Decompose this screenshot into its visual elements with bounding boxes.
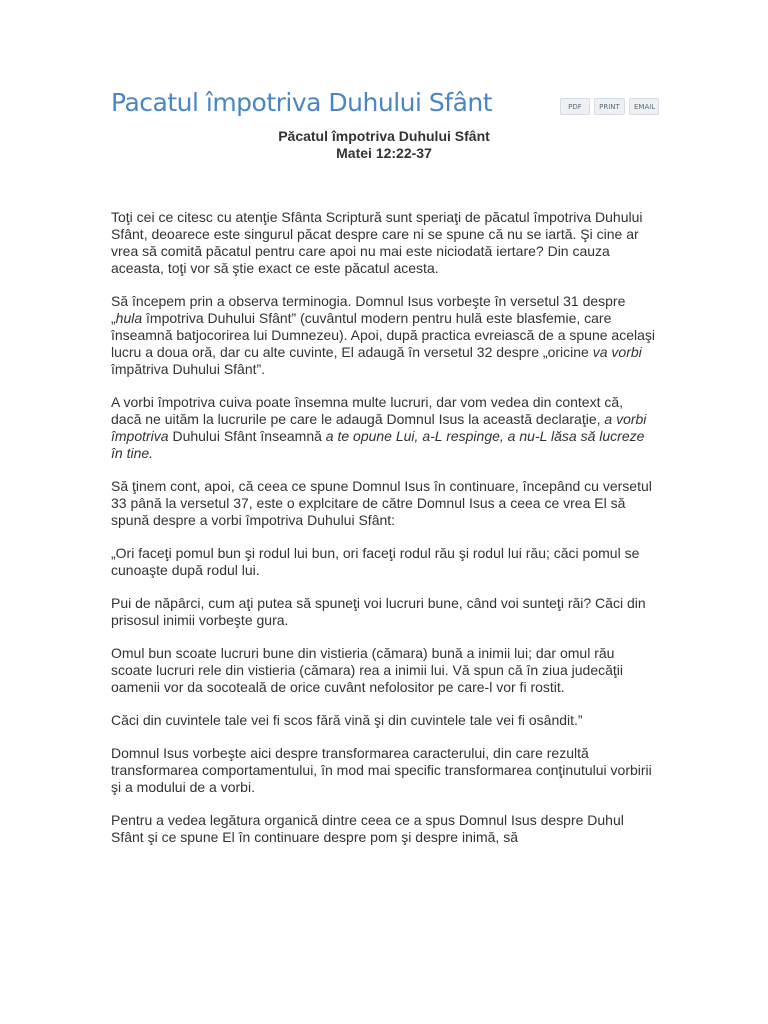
paragraph-6: Pui de năpârci, cum aţi putea să spuneţi voi lucruri bune, când voi sunteţi răi? Căci din prisosul inimii vorbeşte gura. xyxy=(111,595,646,628)
paragraph-2 xyxy=(111,293,657,378)
article-subheading xyxy=(111,128,657,162)
paragraph-2-text-a: Să începem prin a observa terminogia. Domnul Isus vorbeşte în versetul 31 despre „ xyxy=(111,293,626,326)
article-body xyxy=(111,209,657,862)
paragraph-7: Omul bun scoate lucruri bune din vistieria (cămara) bună a inimii lui; dar omul rău scoate lucruri rele din vistieria (cămara) rea a inimii lui. Vă spun că în ziua judecăţii oamenii vor da socoteală de orice cuvânt nefolositor pe care-l vor fi rostit. xyxy=(111,645,623,695)
paragraph-2-emphasis-va-vorbi: va vorbi xyxy=(592,344,642,360)
subheading-reference: Matei 12:22-37 xyxy=(336,145,432,161)
paragraph-3-text-c: Duhului Sfânt înseamnă xyxy=(168,428,326,444)
paragraph-10: Pentru a vedea legătura organică dintre ceea ce a spus Domnul Isus despre Duhul Sfânt şi ce spune El în continuare despre pom şi despre inimă, să xyxy=(111,812,624,845)
paragraph-3-emphasis-a: a vorbi împotriva xyxy=(111,411,647,444)
paragraph-2-text-c: împotriva Duhului Sfânt” (cuvântul modern pentru hulă este blasfemie, care înseamnă batjocorirea lui Dumnezeu). Apoi, după practica evreiască de a spune acelaşi lucru a doua oră, dar cu alte cuvinte, El adaugă în versetul 32 despre „oricine xyxy=(111,310,655,360)
subheading-title: Păcatul împotriva Duhului Sfânt xyxy=(278,128,490,144)
document-actions xyxy=(560,98,659,115)
paragraph-1: Toţi cei ce citesc cu atenţie Sfânta Scriptură sunt speriaţi de păcatul împotriva Duhului Sfânt, deoarece este singurul păcat despre care ni se spune că nu se iartă. Şi cine ar vrea să comită păcatul pentru care apoi nu mai este niciodată iertare? Din cauza aceasta, toţi vor să ştie exact ce este păcatul acesta. xyxy=(111,209,643,276)
paragraph-3-emphasis-b: a te opune Lui, a-L respinge, a nu-L lăsa să lucreze în tine. xyxy=(111,428,645,461)
print-button[interactable]: PRINT xyxy=(594,98,625,115)
paragraph-2-emphasis-hula: hula xyxy=(115,310,143,326)
paragraph-4: Să ţinem cont, apoi, că ceea ce spune Domnul Isus în continuare, începând cu versetul 33 până la versetul 37, este o explcitare de către Domnul Isus a ceea ce vrea El să spună despre a vorbi împotriva Duhului Sfânt: xyxy=(111,478,652,528)
paragraph-9: Domnul Isus vorbeşte aici despre transformarea caracterului, din care rezultă transformarea comportamentului, în mod mai specific transformarea conţinutului vorbirii şi a modului de a vorbi. xyxy=(111,745,652,795)
paragraph-8: Căci din cuvintele tale vei fi scos fără vină şi din cuvintele tale vei fi osândit.” xyxy=(111,712,583,728)
paragraph-3 xyxy=(111,394,657,462)
paragraph-3-text-a: A vorbi împotriva cuiva poate însemna multe lucruri, dar vom vedea din context că, dacă ne uităm la lucrurile pe care le adaugă Domnul Isus la această declaraţie, xyxy=(111,394,624,427)
email-button[interactable]: EMAIL xyxy=(629,98,659,115)
pdf-button[interactable]: PDF xyxy=(560,98,590,115)
paragraph-5: „Ori faceţi pomul bun şi rodul lui bun, ori faceţi rodul rău şi rodul lui rău; căci pomul se cunoaşte după rodul lui. xyxy=(111,545,640,578)
page-title: Pacatul împotriva Duhului Sfânt xyxy=(111,88,493,117)
paragraph-2-text-e: împătriva Duhului Sfânt”. xyxy=(111,361,266,377)
